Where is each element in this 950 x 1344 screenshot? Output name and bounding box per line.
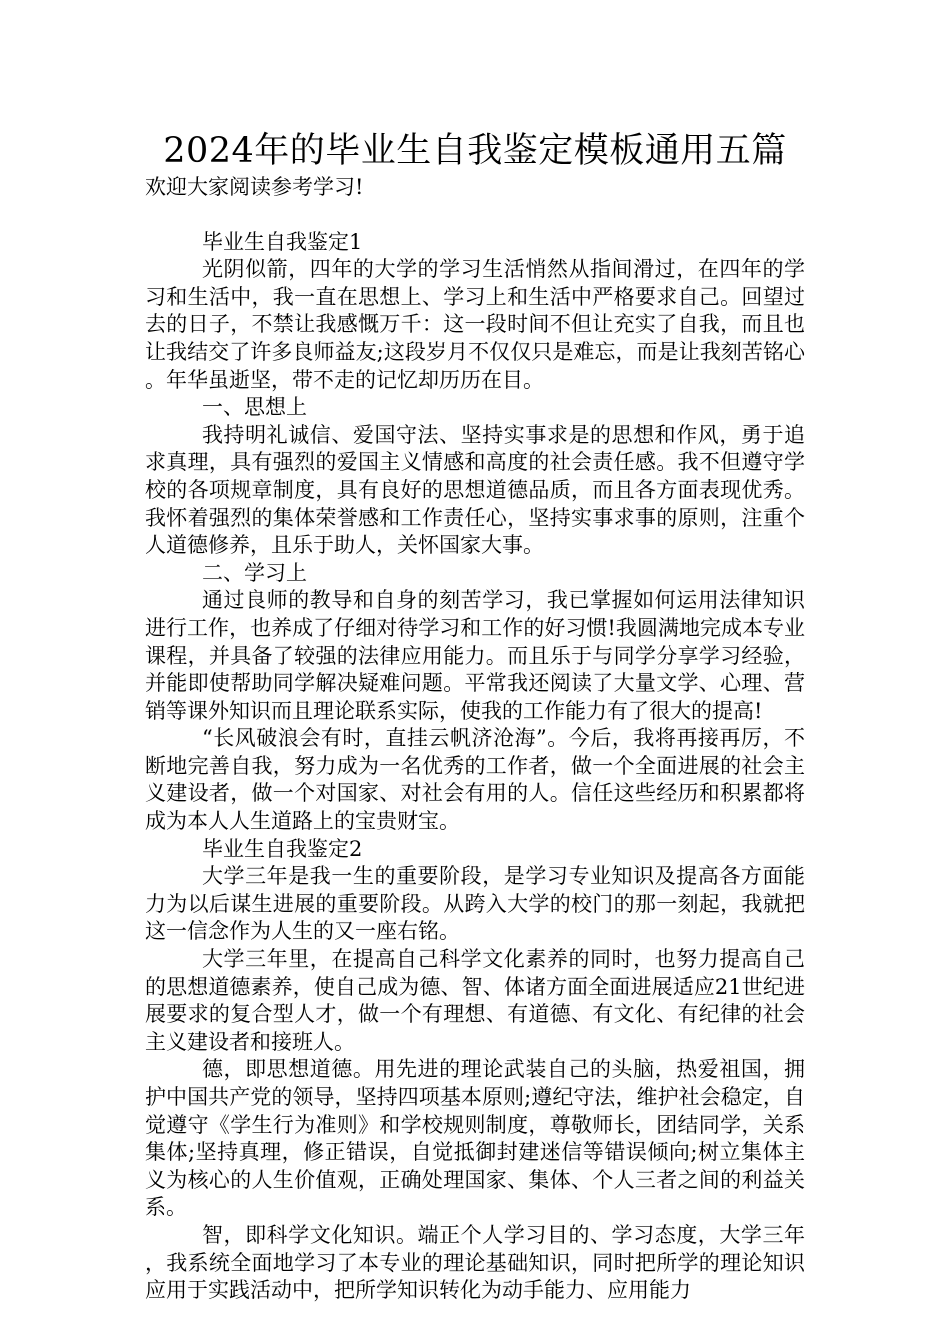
paragraph-three-years: 大学三年里，在提高自己科学文化素养的同时，也努力提高自己的思想道德素养，使自己成为德、智、体诸方面全面进展适应21世纪进展要求的复合型人才，做一个有理想、有道德、有文化、有纪律的社会主义建设者和接班人。 (145, 947, 805, 1054)
paragraph-university-stage: 大学三年是我一生的重要阶段，是学习专业知识及提高各方面能力为以后谋生进展的重要阶段。从跨入大学的校门的那一刻起，我就把这一信念作为人生的又一座右铭。 (145, 864, 805, 944)
paragraph-knowledge: 智，即科学文化知识。端正个人学习目的、学习态度，大学三年，我系统全面地学习了本专业的理论基础知识，同时把所学的理论知识应用于实践活动中，把所学知识转化为动手能力、应用能力 (145, 1222, 805, 1303)
document-body (145, 174, 805, 1305)
section-heading-2: 毕业生自我鉴定2 (202, 836, 363, 861)
paragraph-study: 通过良师的教导和自身的刻苦学习，我已掌握如何运用法律知识进行工作，也养成了仔细对待学习和工作的好习惯!我圆满地完成本专业课程，并具备了较强的法律应用能力。而且乐于与同学分享学习经验，并能即使帮助同学解决疑难问题。平常我还阅读了大量文学、心理、营销等课外知识而且理论联系实际，使我的工作能力有了很大的提高! (145, 588, 805, 723)
section-heading-1: 毕业生自我鉴定1 (202, 229, 363, 254)
paragraph-future: “长风破浪会有时，直挂云帆济沧海”。今后，我将再接再厉，不断地完善自我，努力成为一名优秀的工作者，做一个全面进展的社会主义建设者，做一个对国家、对社会有用的人。信任这些经历和积累都将成为本人人生道路上的宝贵财宝。 (145, 726, 805, 834)
intro-line: 欢迎大家阅读参考学习! (145, 175, 364, 199)
subheading-thought: 一、思想上 (202, 395, 307, 420)
paragraph-morality: 德，即思想道德。用先进的理论武装自己的头脑，热爱祖国，拥护中国共产党的领导，坚持四项基本原则;遵纪守法，维护社会稳定，自觉遵守《学生行为准则》和学校规则制度，尊敬师长，团结同学，关系集体;坚持真理，修正错误，自觉抵御封建迷信等错误倾向;树立集体主义为核心的人生价值观，正确处理国家、集体、个人三者之间的利益关系。 (145, 1057, 805, 1220)
subheading-study: 二、学习上 (202, 560, 307, 585)
paragraph-intro-reflection: 光阴似箭，四年的大学的学习生活悄然从指间滑过，在四年的学习和生活中，我一直在思想上、学习上和生活中严格要求自己。回望过去的日子，不禁让我感慨万千：这一段时间不但让充实了自我，而且也让我结交了许多良师益友;这段岁月不仅仅只是难忘，而是让我刻苦铭心。年华虽逝坚，带不走的记忆却历历在目。 (145, 257, 805, 392)
paragraph-thought: 我持明礼诚信、爱国守法、坚持实事求是的思想和作风，勇于追求真理，具有强烈的爱国主义情感和高度的社会责任感。我不但遵守学校的各项规章制度，具有良好的思想道德品质，而且各方面表现优秀。我怀着强烈的集体荣誉感和工作责任心，坚持实事求事的原则，注重个人道德修养，且乐于助人，关怀国家大事。 (145, 422, 805, 558)
document-title: 2024年的毕业生自我鉴定模板通用五篇 (163, 131, 787, 171)
